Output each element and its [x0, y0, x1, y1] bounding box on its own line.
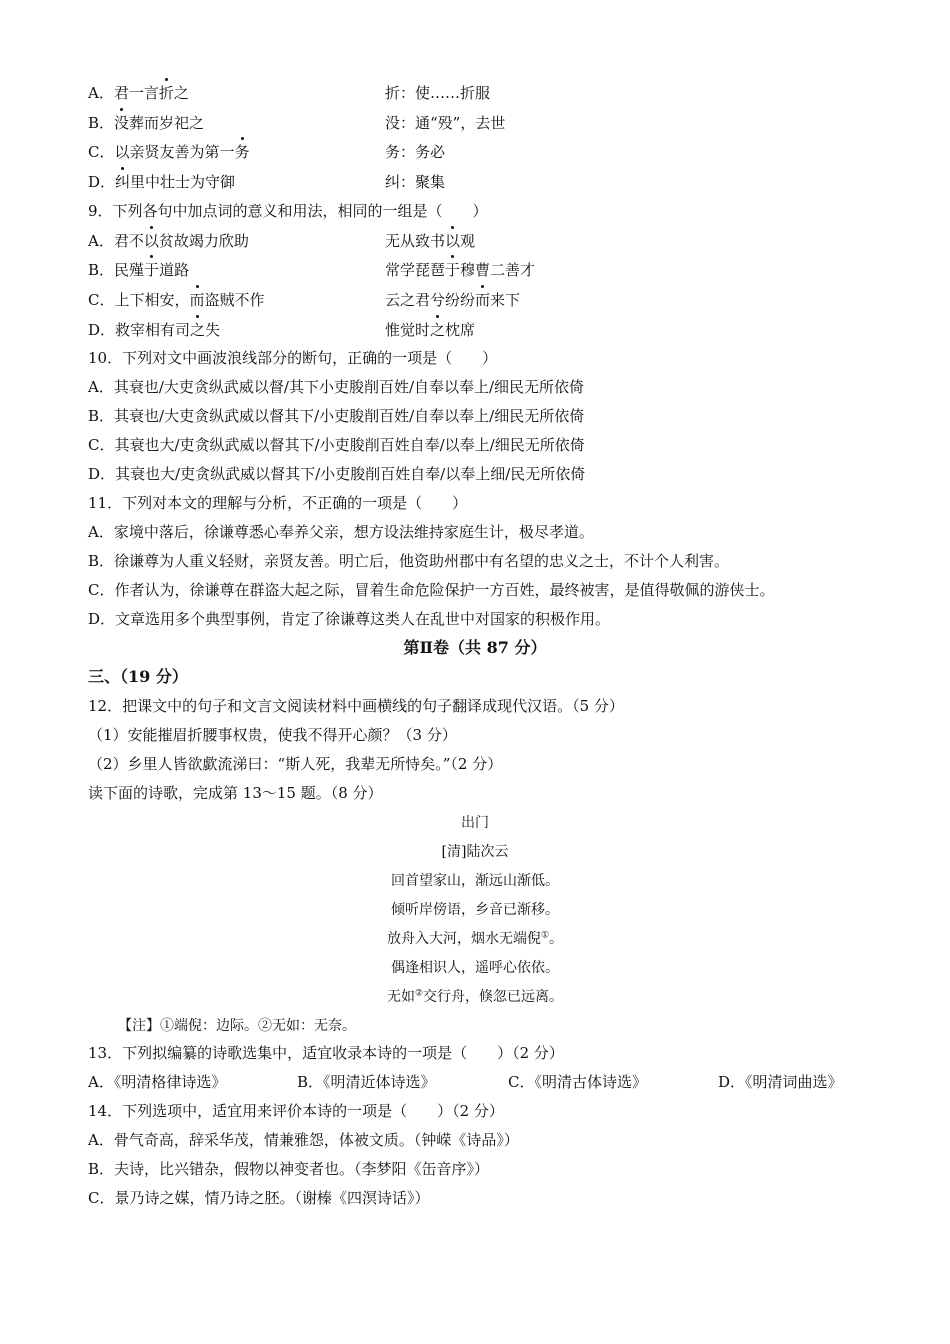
q13-option-a: A．《明清格律诗选》	[88, 1073, 227, 1091]
q13-stem: 13．下列拟编纂的诗歌选集中，适宜收录本诗的一项是（ ）（2 分）	[88, 1044, 564, 1062]
q12-item-2: （2）乡里人皆欲歔流涕曰：“斯人死，我辈无所恃矣。”（2 分）	[88, 755, 503, 773]
poem-intro: 读下面的诗歌，完成第 13～15 题。（8 分）	[88, 784, 383, 802]
comparison-sentence: 云之君兮纷纷而来下	[385, 288, 520, 312]
dotted-word: 务	[235, 140, 250, 164]
option-letter: C．	[88, 291, 115, 309]
comparison-sentence: 常学琵琶于穆曹二善才	[385, 258, 535, 282]
q9-option-a: A．君不以贫故竭力欣助 无从致书以观	[88, 229, 249, 253]
dotted-word: 折	[159, 81, 174, 105]
word-explanation: 纠：聚集	[385, 173, 446, 191]
option-letter: D．	[88, 321, 116, 339]
part-title: 第Ⅱ卷（共 87 分）	[403, 638, 547, 657]
poem-line: 回首望家山，渐远山渐低。	[391, 873, 559, 889]
poem-line: 放舟入大河，烟水无端倪①。	[386, 930, 564, 947]
q11-stem: 11．下列对本文的理解与分析，不正确的一项是（ ）	[88, 494, 468, 512]
q8-option-d: D．纠里中壮士为守御 纠：聚集	[88, 170, 235, 194]
dotted-word: 而	[190, 288, 205, 312]
dotted-word: 于	[445, 258, 460, 282]
comparison-sentence: 惟觉时之枕席	[385, 318, 475, 342]
q14-option-b: B．夫诗，比兴错杂，假物以神变者也。（李梦阳《缶音序》）	[88, 1160, 490, 1178]
q10-option-c: C．其衰也大/吏贪纵武威以督其下/小吏朘削百姓自奉/以奉上/细民无所依倚	[88, 436, 585, 454]
poem-note: 【注】①端倪：边际。②无如：无奈。	[118, 1018, 356, 1034]
q14-stem: 14．下列选项中，适宜用来评价本诗的一项是（ ）（2 分）	[88, 1102, 504, 1120]
q8-option-a: A．君一言折之 折：使……折服	[88, 81, 189, 105]
q9-stem: 9．下列各句中加点词的意义和用法，相同的一组是（ ）	[88, 202, 488, 220]
q13-option-d: D．《明清词曲选》	[718, 1073, 843, 1091]
dotted-word: 没	[114, 111, 129, 135]
option-letter: A．	[88, 232, 114, 250]
q13-options	[88, 1070, 868, 1094]
q13-option-b: B．《明清近体诗选》	[297, 1073, 436, 1091]
option-letter: B．	[88, 261, 115, 279]
dotted-word: 之	[190, 318, 205, 342]
footnote-mark: ①	[540, 930, 550, 941]
word-explanation: 没：通“殁”，去世	[385, 114, 506, 132]
q11-option-a: A．家境中落后，徐谦尊悉心奉养父亲，想方设法维持家庭生计，极尽孝道。	[88, 523, 594, 541]
poem-line: 倾听岸傍语，乡音已渐移。	[391, 902, 559, 918]
q11-option-c: C．作者认为，徐谦尊在群盗大起之际，冒着生命危险保护一方百姓，最终被害，是值得敬佩的游侠士。	[88, 581, 775, 599]
q8-option-c: C．以亲贤友善为第一务 务：务必	[88, 140, 250, 164]
q8-option-b: B．没葬而岁祀之 没：通“殁”，去世	[88, 111, 204, 135]
dotted-word: 以	[445, 229, 460, 253]
q12-item-1: （1）安能摧眉折腰事权贵，使我不得开心颜？（3 分）	[88, 726, 457, 744]
word-explanation: 折：使……折服	[385, 84, 491, 102]
footnote-mark: ②	[414, 988, 424, 999]
q9-option-d: D．救宰相有司之失 惟觉时之枕席	[88, 318, 220, 342]
option-letter: D．	[88, 173, 116, 191]
q11-option-d: D．文章选用多个典型事例，肯定了徐谦尊这类人在乱世中对国家的积极作用。	[88, 610, 611, 628]
word-explanation: 务：务必	[385, 143, 446, 161]
dotted-word: 于	[144, 258, 159, 282]
dotted-word: 之	[430, 318, 445, 342]
q14-option-a: A．骨气奇高，辞采华茂，情兼雅怨，体被文质。（钟嵘《诗品》）	[88, 1131, 519, 1149]
dotted-word: 以	[144, 229, 159, 253]
option-letter: B．	[88, 114, 115, 132]
poem-author: [清]陆次云	[441, 844, 509, 860]
poem-line: 无如②交行舟，倏忽已远离。	[386, 988, 564, 1005]
dotted-word: 而	[475, 288, 490, 312]
q10-option-b: B．其衰也/大吏贪纵武威以督其下/小吏朘削百姓/自奉以奉上/细民无所依倚	[88, 407, 585, 425]
poem-line: 偶逢相识人，遥呼心依依。	[391, 960, 559, 976]
q10-option-a: A．其衰也/大吏贪纵武威以督/其下小吏朘削百姓/自奉以奉上/细民无所依倚	[88, 378, 585, 396]
q13-option-c: C．《明清古体诗选》	[508, 1073, 647, 1091]
option-letter: C．	[88, 143, 115, 161]
q9-option-c: C．上下相安，而盗贼不作 云之君兮纷纷而来下	[88, 288, 265, 312]
comparison-sentence: 无从致书以观	[385, 229, 475, 253]
section-heading: 三、（19 分）	[88, 667, 188, 686]
q10-stem: 10．下列对文中画波浪线部分的断句，正确的一项是（ ）	[88, 349, 498, 367]
q11-option-b: B．徐谦尊为人重义轻财，亲贤友善。明亡后，他资助州郡中有名望的忠义之士，不计个人利害。	[88, 552, 730, 570]
q9-option-b: B．民殣于道路 常学琵琶于穆曹二善才	[88, 258, 189, 282]
q14-option-c: C．景乃诗之媒，情乃诗之胚。（谢榛《四溟诗话》）	[88, 1189, 430, 1207]
dotted-word: 纠	[115, 170, 130, 194]
poem-title: 出门	[461, 815, 489, 831]
q10-option-d: D．其衰也大/吏贪纵武威以督其下/小吏朘削百姓自奉/以奉上细/民无所依倚	[88, 465, 586, 483]
option-letter: A．	[88, 84, 114, 102]
q12-stem: 12．把课文中的句子和文言文阅读材料中画横线的句子翻译成现代汉语。（5 分）	[88, 697, 624, 715]
